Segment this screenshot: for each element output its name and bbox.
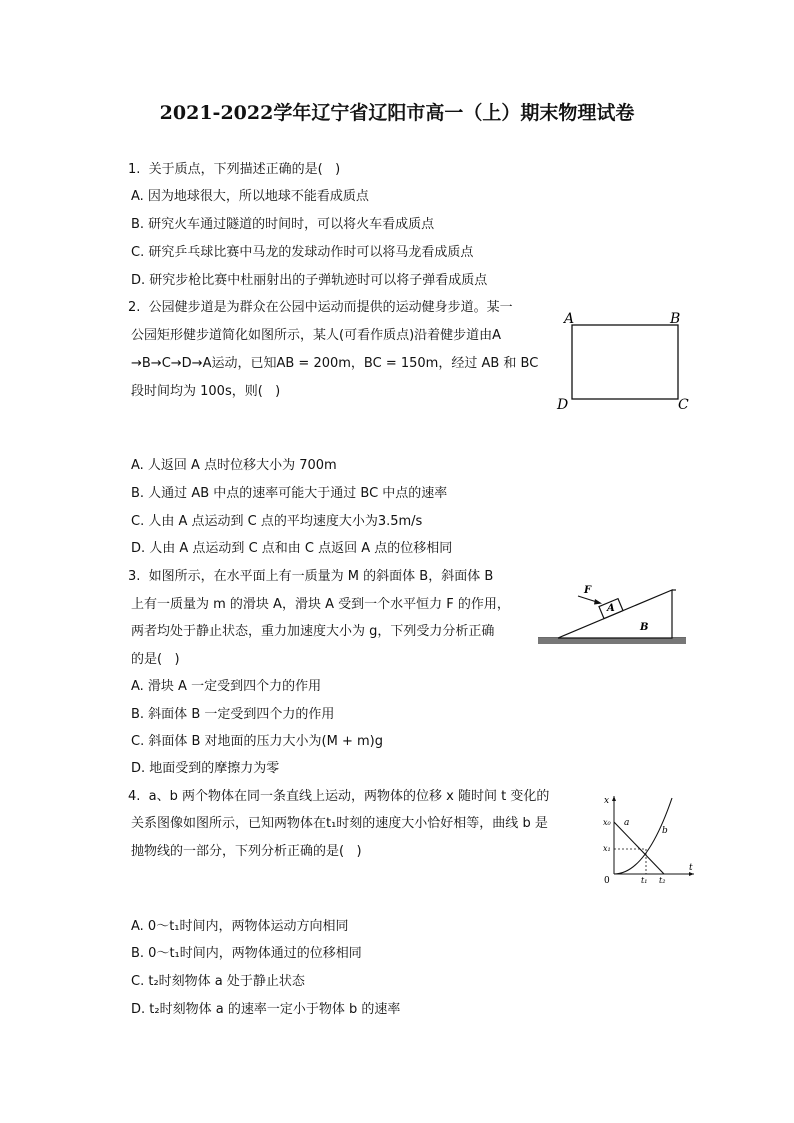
label-a: A: [564, 311, 575, 327]
track-rectangle: [572, 325, 678, 399]
q4-option-b: B. 0～t₁时间内，两物体通过的位移相同: [131, 946, 362, 961]
q3-option-d: D. 地面受到的摩擦力为零: [131, 761, 280, 776]
q1-option-d: D. 研究步枪比赛中杜丽射出的子弹轨迹时可以将子弹看成质点: [131, 273, 488, 288]
q3-option-a: A. 滑块 A 一定受到四个力的作用: [131, 679, 322, 694]
q2-option-c: C. 人由 A 点运动到 C 点的平均速度大小为3.5m/s: [131, 514, 423, 529]
ground-hatch: [538, 638, 686, 644]
q3-stem-line-4: 的是( ): [131, 652, 180, 667]
q4-option-d: D. t₂时刻物体 a 的速率一定小于物体 b 的速率: [131, 1002, 401, 1017]
label-origin: 0: [604, 876, 610, 884]
q2-stem-line-1: 2. 公园健步道是为群众在公园中运动而提供的运动健身步道。某一: [128, 300, 513, 315]
force-arrowhead: [594, 599, 602, 605]
label-x: x: [604, 796, 610, 806]
label-b: B: [670, 311, 681, 327]
label-x1: x₁: [603, 844, 611, 853]
label-a: a: [624, 818, 630, 828]
q4-option-a: A. 0～t₁时间内，两物体运动方向相同: [131, 919, 349, 934]
q1-option-c: C. 研究乒乓球比赛中马龙的发球动作时可以将马龙看成质点: [131, 245, 474, 260]
label-b: B: [640, 622, 649, 633]
label-a: A: [607, 603, 615, 614]
q3-stem-line-1: 3. 如图所示，在水平面上有一质量为 M 的斜面体 B，斜面体 B: [128, 569, 494, 584]
q4-xt-graph: [596, 790, 698, 884]
q2-option-b: B. 人通过 AB 中点的速率可能大于通过 BC 中点的速率: [131, 486, 448, 501]
q2-option-a: A. 人返回 A 点时位移大小为 700m: [131, 458, 337, 473]
q4-stem-line-2: 关系图像如图所示，已知两物体在t₁时刻的速度大小恰好相等，曲线 b 是: [131, 816, 548, 831]
line-a: [614, 822, 664, 874]
q4-stem-line-1: 4. a、b 两个物体在同一条直线上运动，两物体的位移 x 随时间 t 变化的: [128, 789, 550, 804]
label-f: F: [584, 585, 592, 596]
label-t: t: [689, 863, 693, 873]
q2-rectangle-figure: [552, 306, 702, 414]
q2-option-d: D. 人由 A 点运动到 C 点和由 C 点返回 A 点的位移相同: [131, 541, 453, 556]
q1-option-a: A. 因为地球很大，所以地球不能看成质点: [131, 189, 369, 204]
q3-incline-figure: [534, 580, 690, 652]
q3-stem-line-2: 上有一质量为 m 的滑块 A，滑块 A 受到一个水平恒力 F 的作用，: [131, 597, 510, 612]
label-b: b: [662, 826, 668, 836]
q4-option-c: C. t₂时刻物体 a 处于静止状态: [131, 974, 305, 989]
page-title: 2021-2022学年辽宁省辽阳市高一（上）期末物理试卷: [159, 102, 635, 124]
q1-option-b: B. 研究火车通过隧道的时间时，可以将火车看成质点: [131, 217, 435, 232]
q2-stem-line-4: 段时间均为 100s，则( ): [131, 384, 281, 399]
curve-b: [614, 798, 672, 874]
q1-stem: 1. 关于质点，下列描述正确的是( ): [128, 162, 341, 177]
label-d: D: [557, 397, 569, 413]
label-c: C: [678, 397, 689, 413]
q3-option-c: C. 斜面体 B 对地面的压力大小为(M + m)g: [131, 734, 383, 749]
q3-option-b: B. 斜面体 B 一定受到四个力的作用: [131, 707, 335, 722]
label-x0: x₀: [603, 818, 611, 827]
label-t2: t₂: [659, 876, 666, 884]
q2-stem-line-2: 公园矩形健步道简化如图所示，某人(可看作质点)沿着健步道由A: [131, 328, 502, 343]
q2-stem-line-3: →B→C→D→A运动，已知AB = 200m，BC = 150m，经过 AB 和 BC: [131, 356, 539, 371]
q3-stem-line-3: 两者均处于静止状态，重力加速度大小为 g，下列受力分析正确: [131, 624, 495, 639]
q4-stem-line-3: 抛物线的一部分，下列分析正确的是( ): [131, 844, 362, 859]
label-t1: t₁: [641, 876, 648, 884]
